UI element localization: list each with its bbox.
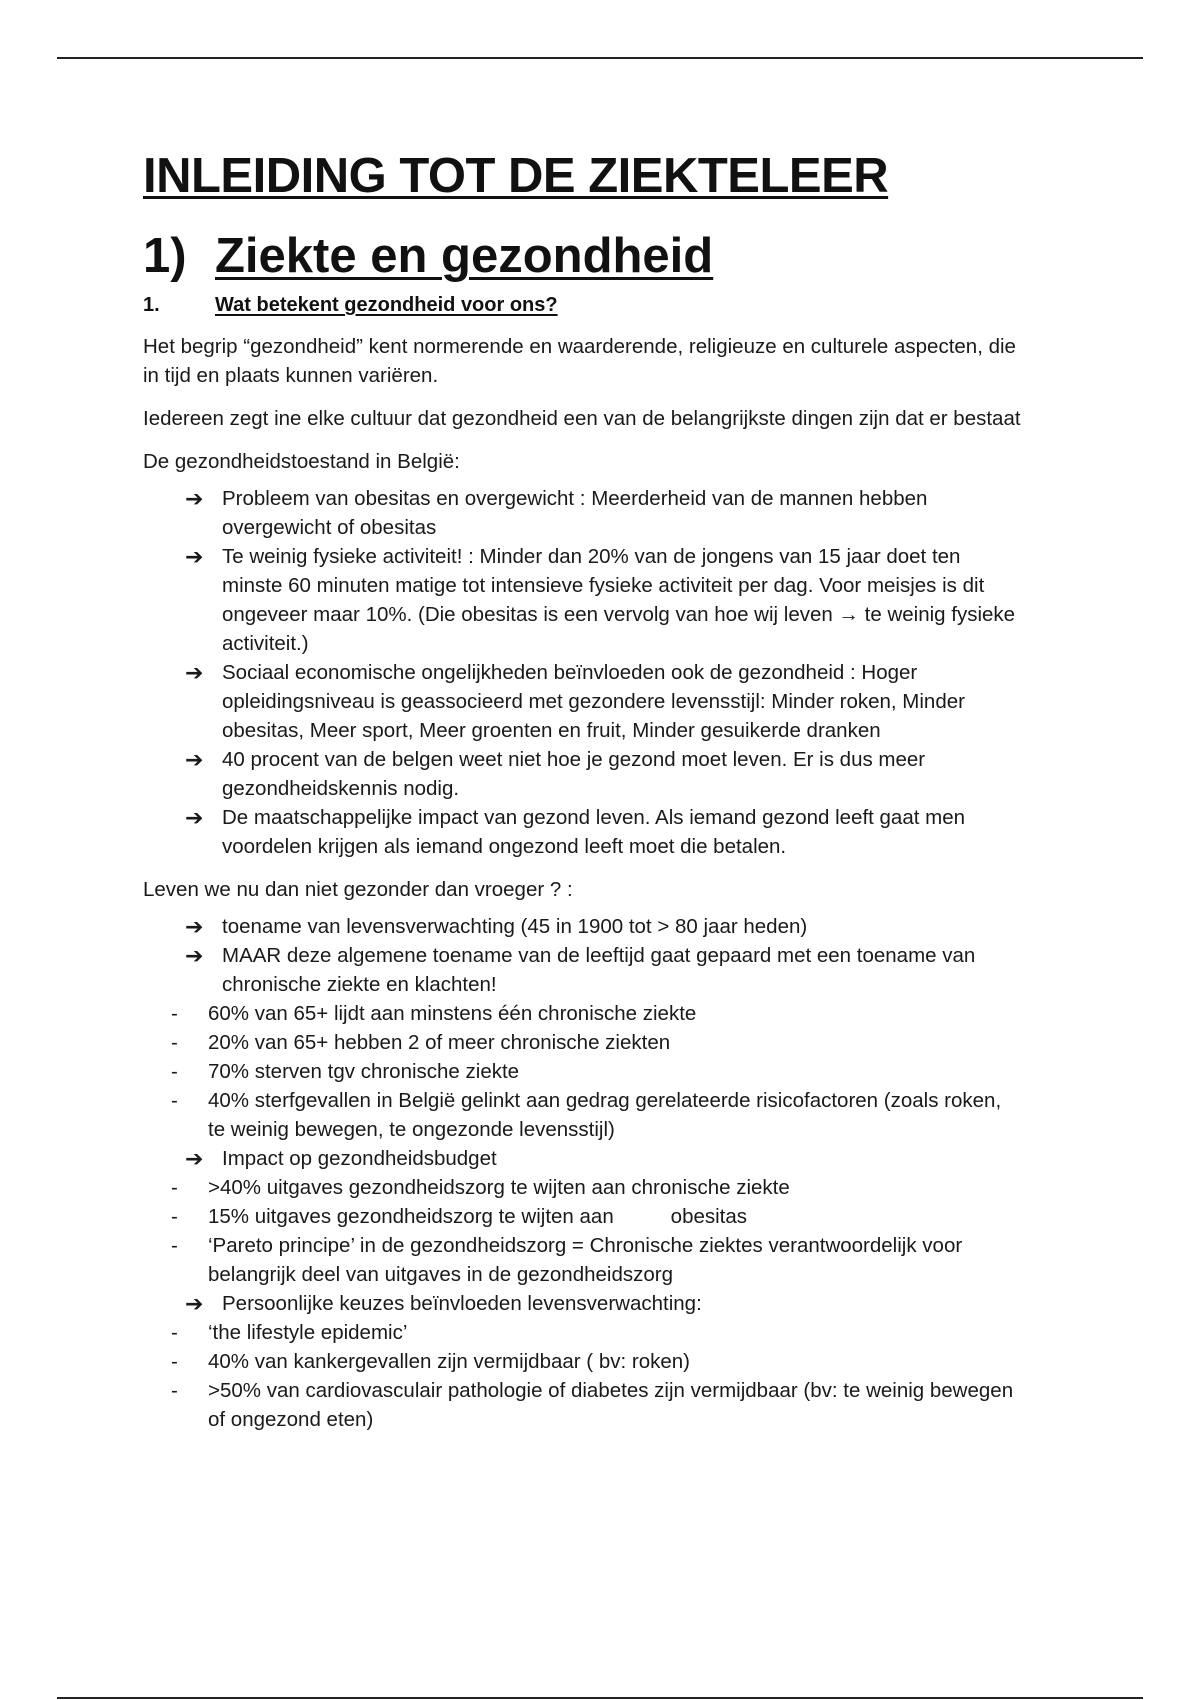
chapter-title: Ziekte en gezondheid (215, 229, 714, 283)
list-item-text: Persoonlijke keuzes beïnvloeden levensverwachting: (222, 1292, 702, 1315)
dash-marker: - (171, 1205, 178, 1228)
arrow-list (143, 912, 1023, 999)
paragraph: Het begrip “gezondheid” kent normerende en waarderende, religieuze en culturele aspecten, die in tijd en plaats kunnen variëren. (143, 335, 1016, 387)
list-item-text: ‘Pareto principe’ in de gezondheidszorg = Chronische ziektes verantwoordelijk voor belangrijk deel van uitgaves in de gezondheidszorg (208, 1234, 963, 1286)
arrow-icon: ➔ (185, 660, 204, 685)
arrow-icon: ➔ (185, 805, 204, 830)
list-item (143, 542, 1023, 658)
paragraph: Leven we nu dan niet gezonder dan vroeger ? : (143, 878, 573, 901)
arrow-list (143, 1144, 1023, 1173)
dash-marker: - (171, 1031, 178, 1054)
bottom-rule (57, 1697, 1143, 1699)
list-item-text: 40 procent van de belgen weet niet hoe je gezond moet leven. Er is dus meer gezondheidskennis nodig. (222, 748, 926, 800)
list-item-text: 20% van 65+ hebben 2 of meer chronische ziekten (208, 1031, 671, 1054)
arrow-list (143, 484, 1023, 861)
list-item-text: 40% sterfgevallen in België gelinkt aan gedrag gerelateerde risicofactoren (zoals roken, te weinig bewegen, te ongezonde levensstijl) (208, 1089, 1002, 1141)
list-item (143, 1057, 1023, 1086)
arrow-icon: ➔ (185, 747, 204, 772)
chapter-number: 1) (143, 229, 187, 283)
list-item (143, 941, 1023, 999)
list-item (143, 1318, 1023, 1347)
list-item (143, 1231, 1023, 1289)
list-item-text: toename van levensverwachting (45 in 1900 tot > 80 jaar heden) (222, 915, 808, 938)
arrow-icon: ➔ (185, 914, 204, 939)
section-number: 1. (143, 294, 160, 316)
list-item (143, 1173, 1023, 1202)
list-item (143, 1144, 1023, 1173)
list-item-text: MAAR deze algemene toename van de leeftijd gaat gepaard met een toename van chronische ziekte en klachten! (222, 944, 976, 996)
list-item-text: 70% sterven tgv chronische ziekte (208, 1060, 520, 1083)
arrow-icon: ➔ (185, 943, 204, 968)
dash-list (143, 1318, 1023, 1434)
list-item-text: ‘the lifestyle epidemic’ (208, 1321, 408, 1344)
dash-list (143, 999, 1023, 1144)
list-item-text: 40% van kankergevallen zijn vermijdbaar ( bv: roken) (208, 1350, 690, 1373)
list-item (143, 912, 1023, 941)
paragraph: Iedereen zegt ine elke cultuur dat gezondheid een van de belangrijkste dingen zijn dat er bestaat (143, 407, 1021, 430)
list-item-text: 15% uitgaves gezondheidszorg te wijten aan obesitas (208, 1205, 748, 1228)
list-item-text: Impact op gezondheidsbudget (222, 1147, 497, 1170)
dash-marker: - (171, 1002, 178, 1025)
dash-marker: - (171, 1176, 178, 1199)
dash-marker: - (171, 1234, 178, 1257)
list-item (143, 999, 1023, 1028)
list-item (143, 1028, 1023, 1057)
list-item-text: Sociaal economische ongelijkheden beïnvloeden ook de gezondheid : Hoger opleidingsniveau is geassocieerd met gezondere levensstijl: Minder roken, Minder obesitas, Meer sport, Meer groenten en fruit, Minder gesuikerde dranken (222, 661, 965, 742)
dash-marker: - (171, 1060, 178, 1083)
list-item (143, 745, 1023, 803)
chapter-heading (143, 228, 1023, 284)
dash-list (143, 1173, 1023, 1289)
list-item (143, 1086, 1023, 1144)
list-item (143, 1347, 1023, 1376)
list-item-text: 60% van 65+ lijdt aan minstens één chronische ziekte (208, 1002, 697, 1025)
section-heading (143, 292, 1023, 318)
arrow-icon: ➔ (185, 544, 204, 569)
list-item-text: >50% van cardiovasculair pathologie of diabetes zijn vermijdbaar (bv: te weinig bewegen of ongezond eten) (208, 1379, 1014, 1431)
arrow-icon: ➔ (185, 1146, 204, 1171)
list-item-text: >40% uitgaves gezondheidszorg te wijten aan chronische ziekte (208, 1176, 790, 1199)
list-item (143, 803, 1023, 861)
dash-marker: - (171, 1350, 178, 1373)
section-title: Wat betekent gezondheid voor ons? (215, 294, 558, 316)
list-item-text: De maatschappelijke impact van gezond leven. Als iemand gezond leeft gaat men voordelen krijgen als iemand ongezond leeft moet die betalen. (222, 806, 966, 858)
list-item-text: Te weinig fysieke activiteit! : Minder dan 20% van de jongens van 15 jaar doet ten minste 60 minuten matige tot intensieve fysieke activiteit per dag. Voor meisjes is dit ongeveer maar 10%. (Die obesitas is een vervolg van hoe wij leven → te weinig fysieke activiteit.) (222, 545, 1016, 655)
paragraph: De gezondheidstoestand in België: (143, 450, 460, 473)
list-item-text: Probleem van obesitas en overgewicht : Meerderheid van de mannen hebben overgewicht of obesitas (222, 487, 928, 539)
document-body (143, 146, 1023, 1434)
dash-marker: - (171, 1089, 178, 1112)
dash-marker: - (171, 1321, 178, 1344)
list-item (143, 658, 1023, 745)
list-item (143, 484, 1023, 542)
top-rule (57, 57, 1143, 59)
document-title: INLEIDING TOT DE ZIEKTELEER (143, 149, 889, 203)
dash-marker: - (171, 1379, 178, 1402)
arrow-list (143, 1289, 1023, 1318)
arrow-icon: ➔ (185, 486, 204, 511)
arrow-icon: ➔ (185, 1291, 204, 1316)
list-item (143, 1289, 1023, 1318)
list-item (143, 1202, 1023, 1231)
list-item (143, 1376, 1023, 1434)
